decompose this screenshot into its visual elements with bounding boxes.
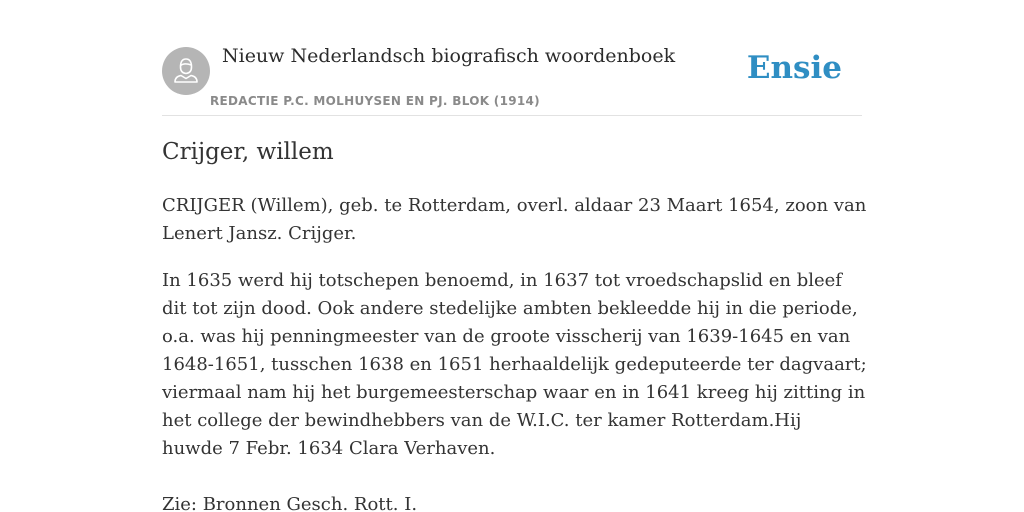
article-paragraph: CRIJGER (Willem), geb. te Rotterdam, overl. aldaar 23 Maart 1654, zoon van Lenert Jansz. Crijger. [162,195,867,244]
article-paragraph: In 1635 werd hij totschepen benoemd, in 1637 tot vroedschapslid en bleef dit tot zijn dood. Ook andere stedelijke ambten bekleedde hij in die periode, o.a. was hij penningmeester van de groote visscherij van 1639-1645 en van 1648-1651, tusschen 1638 en 1651 herhaaldelijk gedeputeerde ter dagvaart; viermaal nam hij het burgemeesterschap waar en in 1641 kreeg hij zitting in het college der bewindhebbers van de W.I.C. ter kamer Rotterdam.Hij huwde 7 Febr. 1634 Clara Verhaven. [162,270,867,459]
article-title: Crijger, willem [162,139,334,165]
ensie-logo[interactable]: Ensie [746,50,842,86]
source-header [162,40,862,116]
source-title[interactable]: Nieuw Nederlandsch biografisch woordenboek [222,45,676,67]
source-editors: REDACTIE P.C. MOLHUYSEN EN PJ. BLOK (1914) [210,94,540,108]
user-icon [162,47,210,95]
article-source-reference: Zie: Bronnen Gesch. Rott. I. [162,494,418,512]
